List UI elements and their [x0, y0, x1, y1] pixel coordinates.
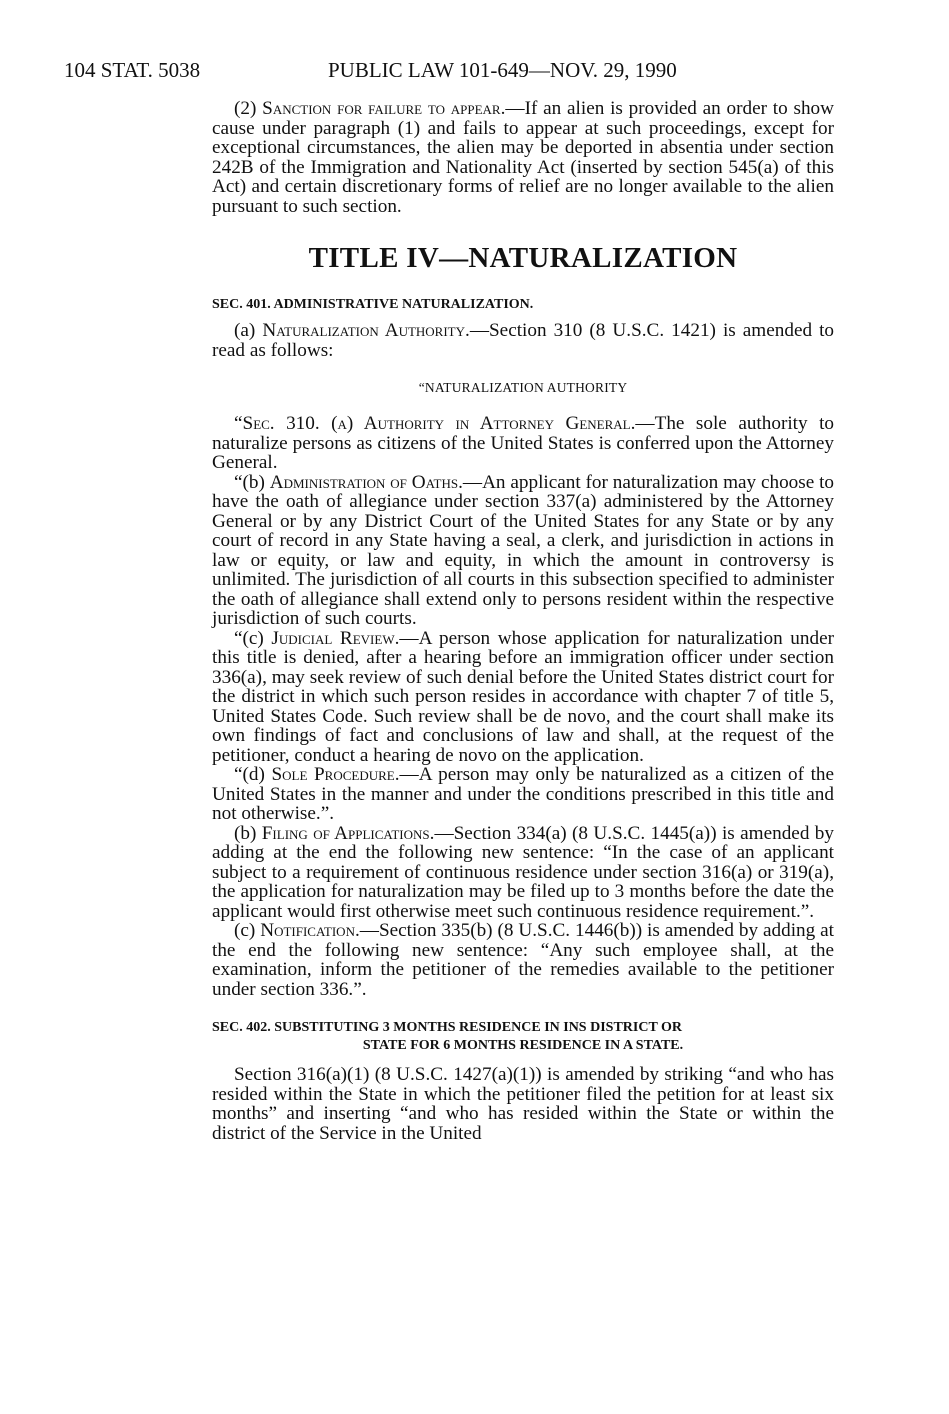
subsection-heading: Filing of Applications. — [261, 822, 435, 844]
subsection-heading: Naturalization Authority. — [262, 320, 470, 341]
document-body — [212, 99, 834, 1143]
paragraph-number: (2) — [234, 98, 263, 119]
subsection-heading: Sole Procedure. — [271, 764, 400, 785]
section-402-text: Section 316(a)(1) (8 U.S.C. 1427(a)(1)) is amended by striking “and who has resided within the State in which the petitioner filed the petition for at least six months” and inserting “and who has resided within the State or within the district of the Service in the United — [212, 1064, 834, 1144]
subsection-a-naturalization-authority — [212, 321, 834, 360]
statute-page-number: 104 STAT. 5038 — [64, 58, 201, 82]
sec-310-c-judicial-review — [212, 629, 834, 766]
subsection-b-filing-of-applications — [212, 824, 834, 922]
subsection-heading: Judicial Review. — [271, 627, 400, 649]
title-heading: TITLE IV—NATURALIZATION — [308, 242, 738, 274]
subsection-text: —Section 310 (8 U.S.C. 1421) is amended to read as follows: — [212, 320, 835, 361]
subsection-text: —Section 335(b) (8 U.S.C. 1446(b)) is amended by adding at the end the following new sentence: “Any such employee shall, at the examination, inform the petitioner of the remedies available to the petitioner under section 336.”. — [212, 920, 835, 1000]
subsection-label: (c) — [234, 920, 261, 941]
sec-310-d-sole-procedure — [212, 765, 834, 824]
subsection-label: “Sec. 310. (a) — [234, 413, 364, 434]
subsection-heading: Notification. — [260, 920, 360, 941]
paragraph-heading: Sanction for failure to appear. — [262, 98, 506, 119]
section-402-heading — [212, 1019, 834, 1055]
page-header — [64, 58, 909, 88]
sec-310-b-administration-of-oaths — [212, 473, 834, 629]
sec-310-a-authority-in-attorney-general — [212, 414, 834, 473]
section-401-heading: SEC. 401. ADMINISTRATIVE NATURALIZATION. — [212, 297, 534, 312]
paragraph-sanction-for-failure-to-appear — [212, 99, 834, 216]
subsection-c-notification — [212, 921, 834, 999]
section-402-heading-line1: SEC. 402. SUBSTITUTING 3 MONTHS RESIDENCE IN INS DISTRICT OR — [212, 1020, 683, 1035]
paragraph-text: —If an alien is provided an order to show cause under paragraph (1) and fails to appear at such proceedings, except for exceptional circumstances, the alien may be deported in absentia under section 242B of the Immigration and Nationality Act (inserted by section 545(a) of this Act) and certain discretionary forms of relief are no longer available to the alien pursuant to such section. — [212, 98, 834, 217]
subsection-text: —A person whose application for naturalization under this title is denied, after a hearing before an immigration officer under section 336(a), may seek review of such denial before the United States district court for the district in which such person resides in accordance with chapter 7 of title 5, United States Code. Such review shall be de novo, and the court shall make its own findings of fact and conclusions of law and shall, at the request of the petitioner, conduct a hearing de novo on the application. — [212, 627, 834, 766]
subsection-label: “(b) — [234, 471, 270, 493]
subsection-text: —Section 334(a) (8 U.S.C. 1445(a)) is amended by adding at the end the following new sentence: “In the case of an applicant subject to a requirement of continuous residence under section 316(a) or 319(a), the application for naturalization may be filed up to 3 months before the date the applicant would first otherwise meet such continuous residence requirement.”. — [212, 822, 834, 922]
subsection-heading: Authority in Attorney General. — [363, 413, 636, 434]
section-402-heading-line2: STATE FOR 6 MONTHS RESIDENCE IN A STATE. — [362, 1038, 684, 1053]
subsection-label: “(c) — [234, 627, 272, 649]
subsection-label: “(d) — [234, 764, 272, 785]
naturalization-authority-heading: “NATURALIZATION AUTHORITY — [418, 380, 628, 395]
subsection-heading: Administration of Oaths. — [269, 471, 463, 493]
subsection-label: (b) — [234, 822, 262, 844]
subsection-text: —An applicant for naturalization may choose to have the oath of allegiance under section 337(a) administered by the Attorney General or by any District Court of the United States for any State or by any court of record in any State having a seal, a clerk, and jurisdiction in actions in law or equity, or law and equity, in which the amount in controversy is unlimited. The jurisdiction of all courts in this subsection specified to administer the oath of allegiance shall extend only to persons resident within the respective jurisdiction of such courts. — [212, 471, 835, 629]
subsection-label: (a) — [234, 320, 263, 341]
subsection-text: —The sole authority to naturalize persons as citizens of the United States is conferred upon the Attorney General. — [212, 413, 835, 473]
subsection-text: —A person may only be naturalized as a citizen of the United States in the manner and under the conditions prescribed in this title and not otherwise.”. — [212, 764, 835, 824]
running-head: PUBLIC LAW 101-649—NOV. 29, 1990 — [328, 58, 677, 82]
